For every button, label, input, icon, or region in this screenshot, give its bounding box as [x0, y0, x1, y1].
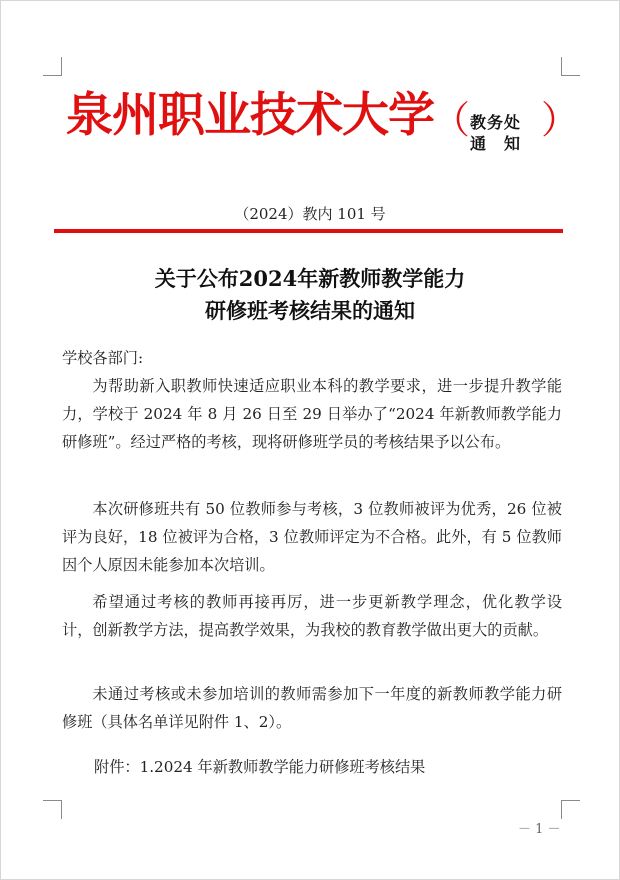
- attachment-line: 附件：1.2024 年新教师教学能力研修班考核结果: [94, 758, 426, 776]
- paragraph-2: 本次研修班共有 50 位教师参与考核，3 位教师被评为优秀，26 位被评为良好，18 位被评为合格，3 位教师评定为不合格。此外，有 5 位教师因个人原因未能参加本次培训。: [62, 500, 562, 574]
- body-section-4: [62, 680, 562, 736]
- document-number: （2024）教内 101 号: [234, 205, 386, 223]
- header-org-name: 泉州职业技术大学: [66, 88, 434, 143]
- notice-label: 通 知: [470, 134, 522, 153]
- title-line-2: 研修班考核结果的通知: [205, 298, 415, 323]
- salutation: 学校各部门:: [62, 349, 144, 367]
- paragraph-1: 为帮助新入职教师快速适应职业本科的教学要求，进一步提升教学能力，学校于 2024 年 8 月 26 日至 29 日举办了“2024 年新教师教学能力研修班”。经过严格的考核，现将研修班学员的考核结果予以公布。: [62, 377, 562, 451]
- title-line-1: 关于公布2024年新教师教学能力: [154, 266, 466, 291]
- margin-corner-top-left: [43, 57, 62, 76]
- header-paren-close: ）: [541, 98, 580, 142]
- paragraph-3: 希望通过考核的教师再接再厉，进一步更新教学理念，优化教学设计，创新教学方法，提高教学效果，为我校的教育教学做出更大的贡献。: [62, 593, 562, 639]
- margin-corner-bottom-right: [561, 800, 580, 819]
- margin-corner-top-right: [561, 57, 580, 76]
- red-separator-line: [54, 229, 563, 233]
- body-section-2: [62, 495, 562, 579]
- header-department: [470, 112, 521, 154]
- department-name: 教务处: [470, 113, 522, 132]
- margin-corner-bottom-left: [43, 800, 62, 819]
- body-section-3: [62, 588, 562, 644]
- page-number: － 1 －: [518, 822, 561, 837]
- paragraph-4: 未通过考核或未参加培训的教师需参加下一年度的新教师教学能力研修班（具体名单详见附件 1、2）。: [62, 685, 562, 731]
- header-paren-open: （: [432, 98, 471, 142]
- document-title: [0, 263, 620, 327]
- body-section-1: [62, 344, 562, 456]
